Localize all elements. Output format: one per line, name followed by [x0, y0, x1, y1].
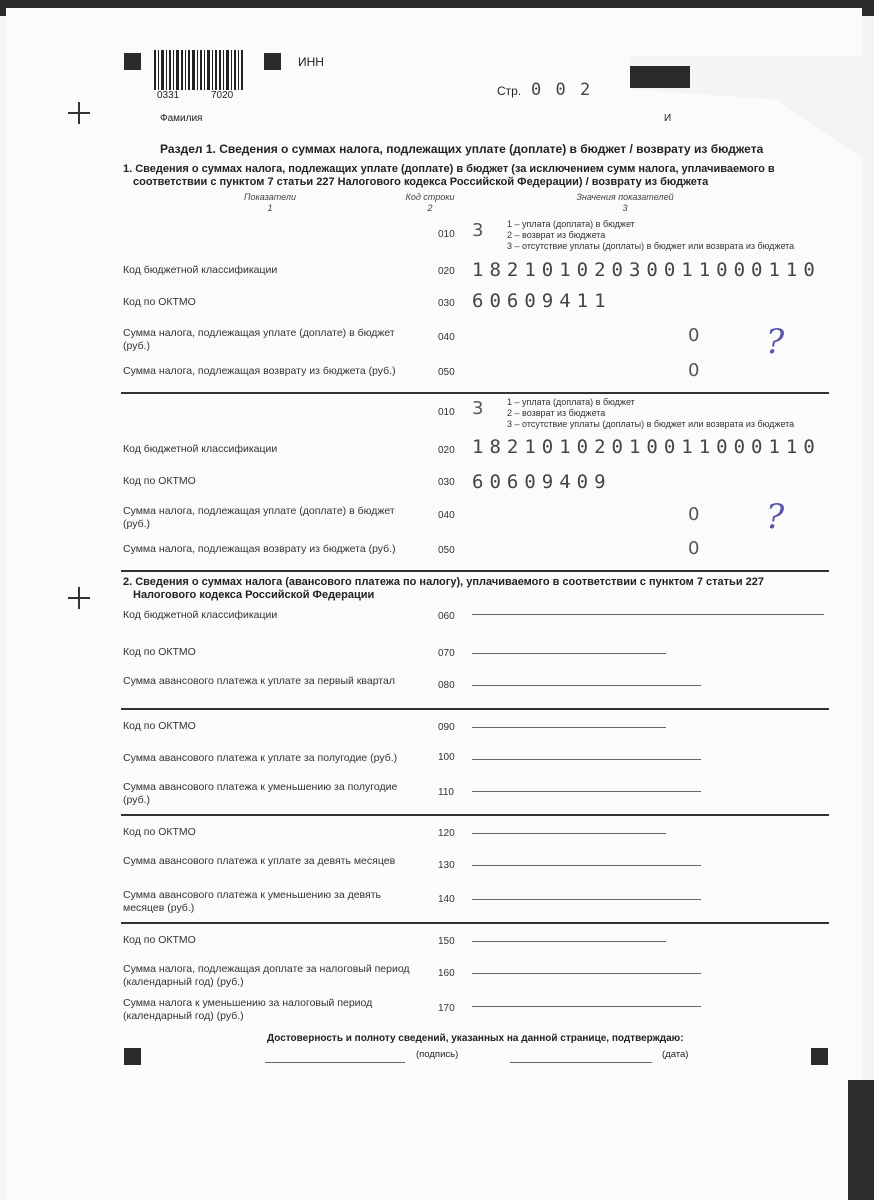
line-code-040: 040: [438, 510, 455, 521]
alignment-cross: [68, 587, 90, 609]
page-label: Стр.: [497, 84, 522, 98]
label-reduce-9m: Сумма авансового платежа к уменьшению за девять месяцев (руб.): [123, 889, 381, 914]
label-oktmo: Код по ОКТМО: [123, 296, 196, 308]
empty-field-170[interactable]: [472, 1006, 701, 1007]
label-reduce-half: Сумма авансового платежа к уменьшению за полугодие (руб.): [123, 781, 398, 806]
label-oktmo: Код по ОКТМО: [123, 646, 196, 658]
label-tax-payable: Сумма налога, подлежащая уплате (доплате) в бюджет (руб.): [123, 505, 395, 530]
line-code-100: 100: [438, 752, 455, 763]
confirmation-text: Достоверность и полноту сведений, указанных на данной странице, подтверждаю:: [267, 1033, 684, 1044]
surname-label: Фамилия: [160, 113, 203, 124]
registration-mark: [811, 1048, 828, 1065]
line-code-150: 150: [438, 936, 455, 947]
empty-field-160[interactable]: [472, 973, 701, 974]
line-code-110: 110: [438, 787, 454, 798]
empty-field-070[interactable]: [472, 653, 666, 654]
line-code-060: 060: [438, 611, 455, 622]
divider: [121, 570, 829, 572]
signature-label: (подпись): [416, 1049, 459, 1060]
date-field[interactable]: [510, 1062, 652, 1063]
divider: [121, 922, 829, 924]
column-header-indicators: Показатели 1: [244, 192, 296, 213]
line-code-140: 140: [438, 894, 455, 905]
line-code-010: 010: [438, 407, 455, 418]
label-tax-reduce-year: Сумма налога к уменьшению за налоговый период (календарный год) (руб.): [123, 997, 373, 1022]
divider: [121, 814, 829, 816]
page-number: 0 0 2: [531, 80, 593, 100]
registration-mark: [264, 53, 281, 70]
value-010[interactable]: 3: [472, 220, 484, 241]
signature-field[interactable]: [265, 1062, 405, 1063]
line-code-040: 040: [438, 332, 455, 343]
empty-field-110[interactable]: [472, 791, 701, 792]
option-list: 1 – уплата (доплата) в бюджет 2 – возврат из бюджета 3 – отсутствие уплаты (доплаты) в бюджет или возврата из бюджета: [507, 397, 795, 429]
label-kbk: Код бюджетной классификации: [123, 264, 278, 276]
label-advance-9m: Сумма авансового платежа к уплате за девять месяцев: [123, 855, 396, 867]
label-oktmo: Код по ОКТМО: [123, 720, 196, 732]
part1-title-line2: соответствии с пунктом 7 статьи 227 Налогового кодекса Российской Федерации) / возврату из бюджета: [133, 176, 709, 188]
label-oktmo: Код по ОКТМО: [123, 934, 196, 946]
label-tax-payable: Сумма налога, подлежащая уплате (доплате) в бюджет (руб.): [123, 327, 395, 352]
label-advance-q1: Сумма авансового платежа к уплате за первый квартал: [123, 675, 395, 687]
column-header-line-code: Код строки 2: [405, 192, 455, 213]
line-code-030: 030: [438, 298, 455, 309]
date-label: (дата): [662, 1049, 689, 1060]
value-oktmo[interactable]: 60609409: [472, 471, 612, 493]
line-code-120: 120: [438, 828, 455, 839]
barcode-number-right: 7020: [211, 90, 234, 101]
line-code-010: 010: [438, 229, 455, 240]
empty-field-120[interactable]: [472, 833, 666, 834]
line-code-160: 160: [438, 968, 455, 979]
divider: [121, 708, 829, 710]
scan-border-right: [848, 1080, 874, 1200]
value-tax-payable[interactable]: 0: [688, 504, 700, 525]
barcode: [154, 50, 250, 90]
value-kbk[interactable]: 18210102030011000110: [472, 259, 821, 281]
value-tax-refund[interactable]: 0: [688, 360, 700, 381]
empty-field-150[interactable]: [472, 941, 666, 942]
empty-field-060[interactable]: [472, 614, 824, 615]
column-header-values: Значения показателей 3: [576, 192, 674, 213]
registration-mark: [124, 53, 141, 70]
part2-title-line2: Налогового кодекса Российской Федерации: [133, 589, 375, 601]
value-kbk[interactable]: 18210102010011000110: [472, 436, 821, 458]
label-oktmo: Код по ОКТМО: [123, 475, 196, 487]
option-list: 1 – уплата (доплата) в бюджет 2 – возврат из бюджета 3 – отсутствие уплаты (доплаты) в бюджет или возврата из бюджета: [507, 219, 795, 251]
registration-mark: [124, 1048, 141, 1065]
line-code-020: 020: [438, 266, 455, 277]
label-tax-refund: Сумма налога, подлежащая возврату из бюджета (руб.): [123, 543, 396, 555]
line-code-030: 030: [438, 477, 455, 488]
empty-field-100[interactable]: [472, 759, 701, 760]
handwritten-question-mark: ?: [766, 497, 785, 537]
empty-field-130[interactable]: [472, 865, 701, 866]
line-code-170: 170: [438, 1003, 455, 1014]
label-kbk: Код бюджетной классификации: [123, 443, 278, 455]
section-title: Раздел 1. Сведения о суммах налога, подлежащих уплате (доплате) в бюджет / возврату из бюджета: [160, 142, 764, 156]
label-kbk: Код бюджетной классификации: [123, 609, 278, 621]
line-code-090: 090: [438, 722, 455, 733]
empty-field-140[interactable]: [472, 899, 701, 900]
value-tax-payable[interactable]: 0: [688, 325, 700, 346]
line-code-080: 080: [438, 680, 455, 691]
inn-label: ИНН: [298, 55, 324, 69]
label-tax-refund: Сумма налога, подлежащая возврату из бюджета (руб.): [123, 365, 396, 377]
registration-mark: [630, 66, 690, 88]
handwritten-question-mark: ?: [766, 322, 785, 362]
value-tax-refund[interactable]: 0: [688, 538, 700, 559]
part1-title-line1: 1. Сведения о суммах налога, подлежащих уплате (доплате) в бюджет (за исключением сумм налога, уплачиваемого в: [123, 163, 775, 175]
line-code-020: 020: [438, 445, 455, 456]
line-code-050: 050: [438, 545, 455, 556]
alignment-cross: [68, 102, 90, 124]
empty-field-080[interactable]: [472, 685, 701, 686]
initial-label: И: [664, 113, 672, 124]
value-oktmo[interactable]: 60609411: [472, 290, 612, 312]
part2-title-line1: 2. Сведения о суммах налога (авансового платежа по налогу), уплачиваемого в соответствии с пунктом 7 статьи 227: [123, 576, 764, 588]
line-code-130: 130: [438, 860, 455, 871]
label-tax-surcharge-year: Сумма налога, подлежащая доплате за налоговый период (календарный год) (руб.): [123, 963, 410, 988]
divider: [121, 392, 829, 394]
barcode-number-left: 0331: [157, 90, 180, 101]
empty-field-090[interactable]: [472, 727, 666, 728]
label-advance-half: Сумма авансового платежа к уплате за полугодие (руб.): [123, 752, 398, 764]
line-code-050: 050: [438, 367, 455, 378]
value-010[interactable]: 3: [472, 398, 484, 419]
line-code-070: 070: [438, 648, 455, 659]
label-oktmo: Код по ОКТМО: [123, 826, 196, 838]
